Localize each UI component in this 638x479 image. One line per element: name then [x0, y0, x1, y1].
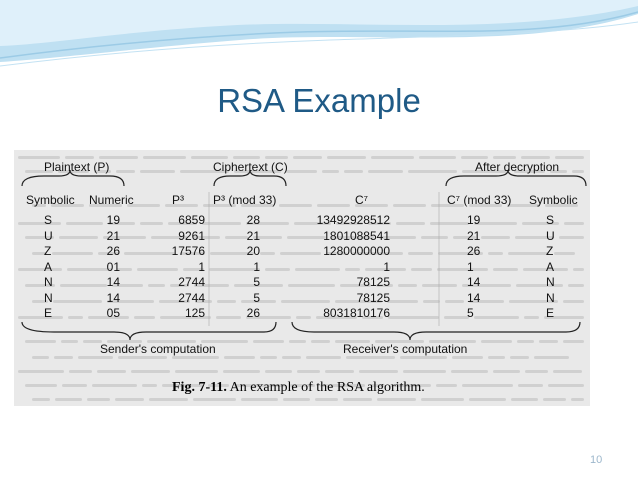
figure-caption-text: An example of the RSA algorithm.	[229, 380, 425, 395]
col-header-symbolic-after: Symbolic	[529, 193, 578, 207]
cell-c7-mod: 5	[467, 306, 474, 320]
cell-p3: 125	[184, 306, 205, 320]
cell-numeric: 26	[106, 244, 120, 258]
cell-symbolic: S	[44, 213, 53, 227]
cell-symbolic: Z	[44, 244, 52, 258]
plaintext-header: Plaintext (P)	[44, 160, 110, 174]
receiver-computation-label: Receiver's computation	[343, 342, 468, 356]
cell-symbolic: N	[44, 275, 53, 289]
cell-c7: 8031810176	[323, 306, 390, 320]
cell-c7-mod: 1	[467, 259, 474, 274]
cell-p3: 2744	[178, 290, 205, 305]
cell-numeric: 05	[106, 306, 120, 320]
cell-numeric: 21	[106, 228, 120, 243]
cell-symbolic-after: A	[546, 259, 555, 274]
cell-numeric: 14	[106, 275, 120, 289]
header-wave-decoration	[0, 0, 638, 80]
cell-p3: 17576	[171, 244, 205, 258]
cell-c7-mod: 21	[467, 228, 481, 243]
cell-symbolic: E	[44, 306, 53, 320]
cell-c7: 1280000000	[323, 244, 390, 258]
cell-symbolic-after: N	[546, 290, 555, 305]
page-number: 10	[590, 454, 603, 466]
cell-symbolic-after: E	[546, 306, 555, 320]
cell-p3-mod: 26	[246, 306, 260, 320]
cell-p3: 1	[198, 259, 205, 274]
col-header-p3: P³	[172, 193, 184, 207]
cell-numeric: 01	[106, 259, 120, 274]
cell-p3-mod: 20	[246, 244, 260, 258]
cell-c7: 1	[383, 259, 390, 274]
cell-numeric: 14	[106, 290, 120, 305]
cell-symbolic: U	[44, 228, 53, 243]
cell-symbolic: N	[44, 290, 53, 305]
cell-p3: 2744	[178, 275, 205, 289]
cell-numeric: 19	[106, 213, 120, 227]
figure-caption	[172, 380, 425, 396]
figure-caption-label: Fig. 7-11.	[172, 380, 227, 395]
sender-computation-label: Sender's computation	[100, 342, 216, 356]
slide-title: RSA Example	[217, 82, 421, 119]
cell-p3-mod: 5	[253, 275, 260, 289]
cell-c7-mod: 14	[467, 290, 481, 305]
cell-symbolic-after: U	[546, 228, 555, 243]
cell-c7: 13492928512	[316, 213, 390, 227]
cell-c7-mod: 19	[467, 213, 481, 227]
col-header-p3-mod: P³ (mod 33)	[213, 193, 277, 207]
cell-symbolic-after: N	[546, 275, 555, 289]
cell-p3-mod: 5	[253, 290, 260, 305]
cell-symbolic: A	[44, 259, 53, 274]
cell-p3: 6859	[178, 213, 205, 227]
cell-c7: 78125	[356, 290, 390, 305]
col-header-c7: C⁷	[355, 193, 369, 207]
col-header-symbolic: Symbolic	[26, 193, 75, 207]
col-header-numeric: Numeric	[89, 193, 134, 207]
cell-c7-mod: 14	[467, 275, 481, 289]
cell-c7: 1801088541	[323, 228, 390, 243]
col-header-c7-mod: C⁷ (mod 33)	[447, 193, 512, 207]
cell-symbolic-after: S	[546, 213, 555, 227]
after-decryption-header: After decryption	[475, 160, 560, 174]
cell-p3-mod: 1	[253, 259, 260, 274]
cell-p3-mod: 28	[246, 213, 260, 227]
cell-c7: 78125	[356, 275, 390, 289]
cell-symbolic-after: Z	[546, 244, 554, 258]
cell-p3: 9261	[178, 228, 205, 243]
ciphertext-header: Ciphertext (C)	[213, 160, 288, 174]
cell-c7-mod: 26	[467, 244, 481, 258]
cell-p3-mod: 21	[246, 228, 260, 243]
